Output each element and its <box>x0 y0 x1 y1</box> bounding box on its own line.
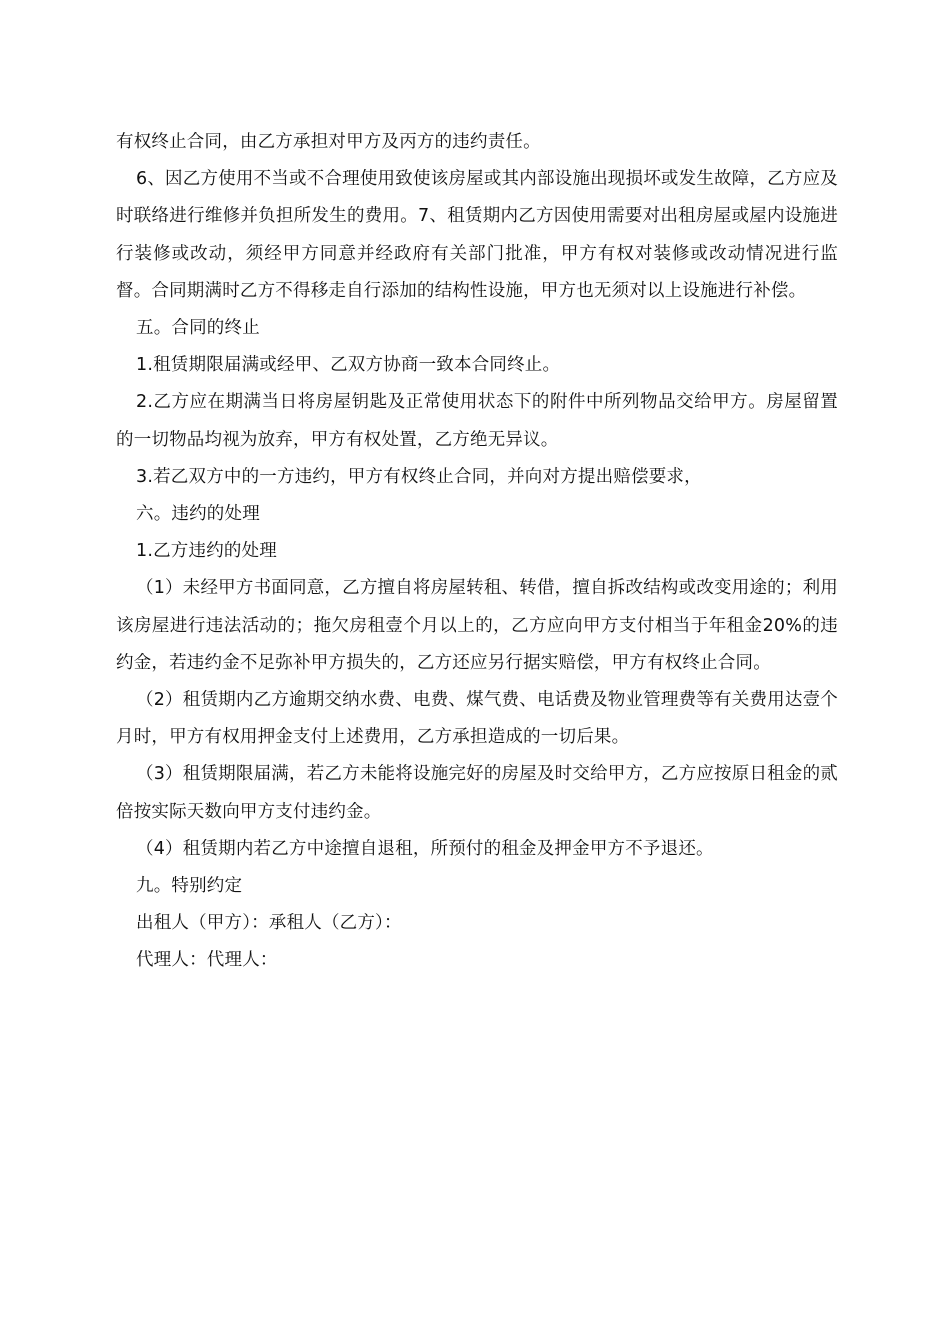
paragraph-breach-1-item-2: （2）租赁期内乙方逾期交纳水费、电费、煤气费、电话费及物业管理费等有关费用达壹个月时，甲方有权用押金支付上述费用，乙方承担造成的一切后果。 <box>116 690 838 748</box>
section-heading-special-terms: 九。特别约定 <box>136 876 243 897</box>
paragraph-clause-6-7: 6、因乙方使用不当或不合理使用致使该房屋或其内部设施出现损坏或发生故障，乙方应及时联络进行维修并负担所发生的费用。7、租赁期内乙方因使用需要对出租房屋或屋内设施进行装修或改动，须经甲方同意并经政府有关部门批准，甲方有权对装修或改动情况进行监督。合同期满时乙方不得移走自行添加的结构性设施，甲方也无须对以上设施进行补偿。 <box>116 169 838 301</box>
signature-parties-line: 出租人（甲方）：承租人（乙方）： <box>136 913 402 934</box>
section-heading-termination: 五。合同的终止 <box>136 318 260 339</box>
paragraph-breach-1-item-3: （3）租赁期限届满，若乙方未能将设施完好的房屋及时交给甲方，乙方应按原日租金的贰倍按实际天数向甲方支付违约金。 <box>116 764 838 822</box>
paragraph-termination-2: 2.乙方应在期满当日将房屋钥匙及正常使用状态下的附件中所列物品交给甲方。房屋留置的一切物品均视为放弃，甲方有权处置，乙方绝无异议。 <box>116 392 838 450</box>
paragraph-continuation: 有权终止合同，由乙方承担对甲方及丙方的违约责任。 <box>116 132 541 152</box>
paragraph-termination-3: 3.若乙双方中的一方违约，甲方有权终止合同，并向对方提出赔偿要求， <box>136 466 702 487</box>
section-heading-breach: 六。违约的处理 <box>136 504 260 525</box>
signature-agents-line: 代理人：代理人： <box>136 950 278 971</box>
paragraph-termination-1: 1.租赁期限届满或经甲、乙双方协商一致本合同终止。 <box>136 355 561 376</box>
paragraph-breach-1: 1.乙方违约的处理 <box>136 541 277 562</box>
document-page <box>116 124 838 980</box>
paragraph-breach-1-item-1: （1）未经甲方书面同意，乙方擅自将房屋转租、转借，擅自拆改结构或改变用途的；利用该房屋进行违法活动的；拖欠房租壹个月以上的，乙方应向甲方支付相当于年租金20%的违约金，若违约金不足弥补甲方损失的，乙方还应另行据实赔偿，甲方有权终止合同。 <box>116 578 838 673</box>
paragraph-breach-1-item-4: （4）租赁期内若乙方中途擅自退租，所预付的租金及押金甲方不予退还。 <box>136 838 714 859</box>
